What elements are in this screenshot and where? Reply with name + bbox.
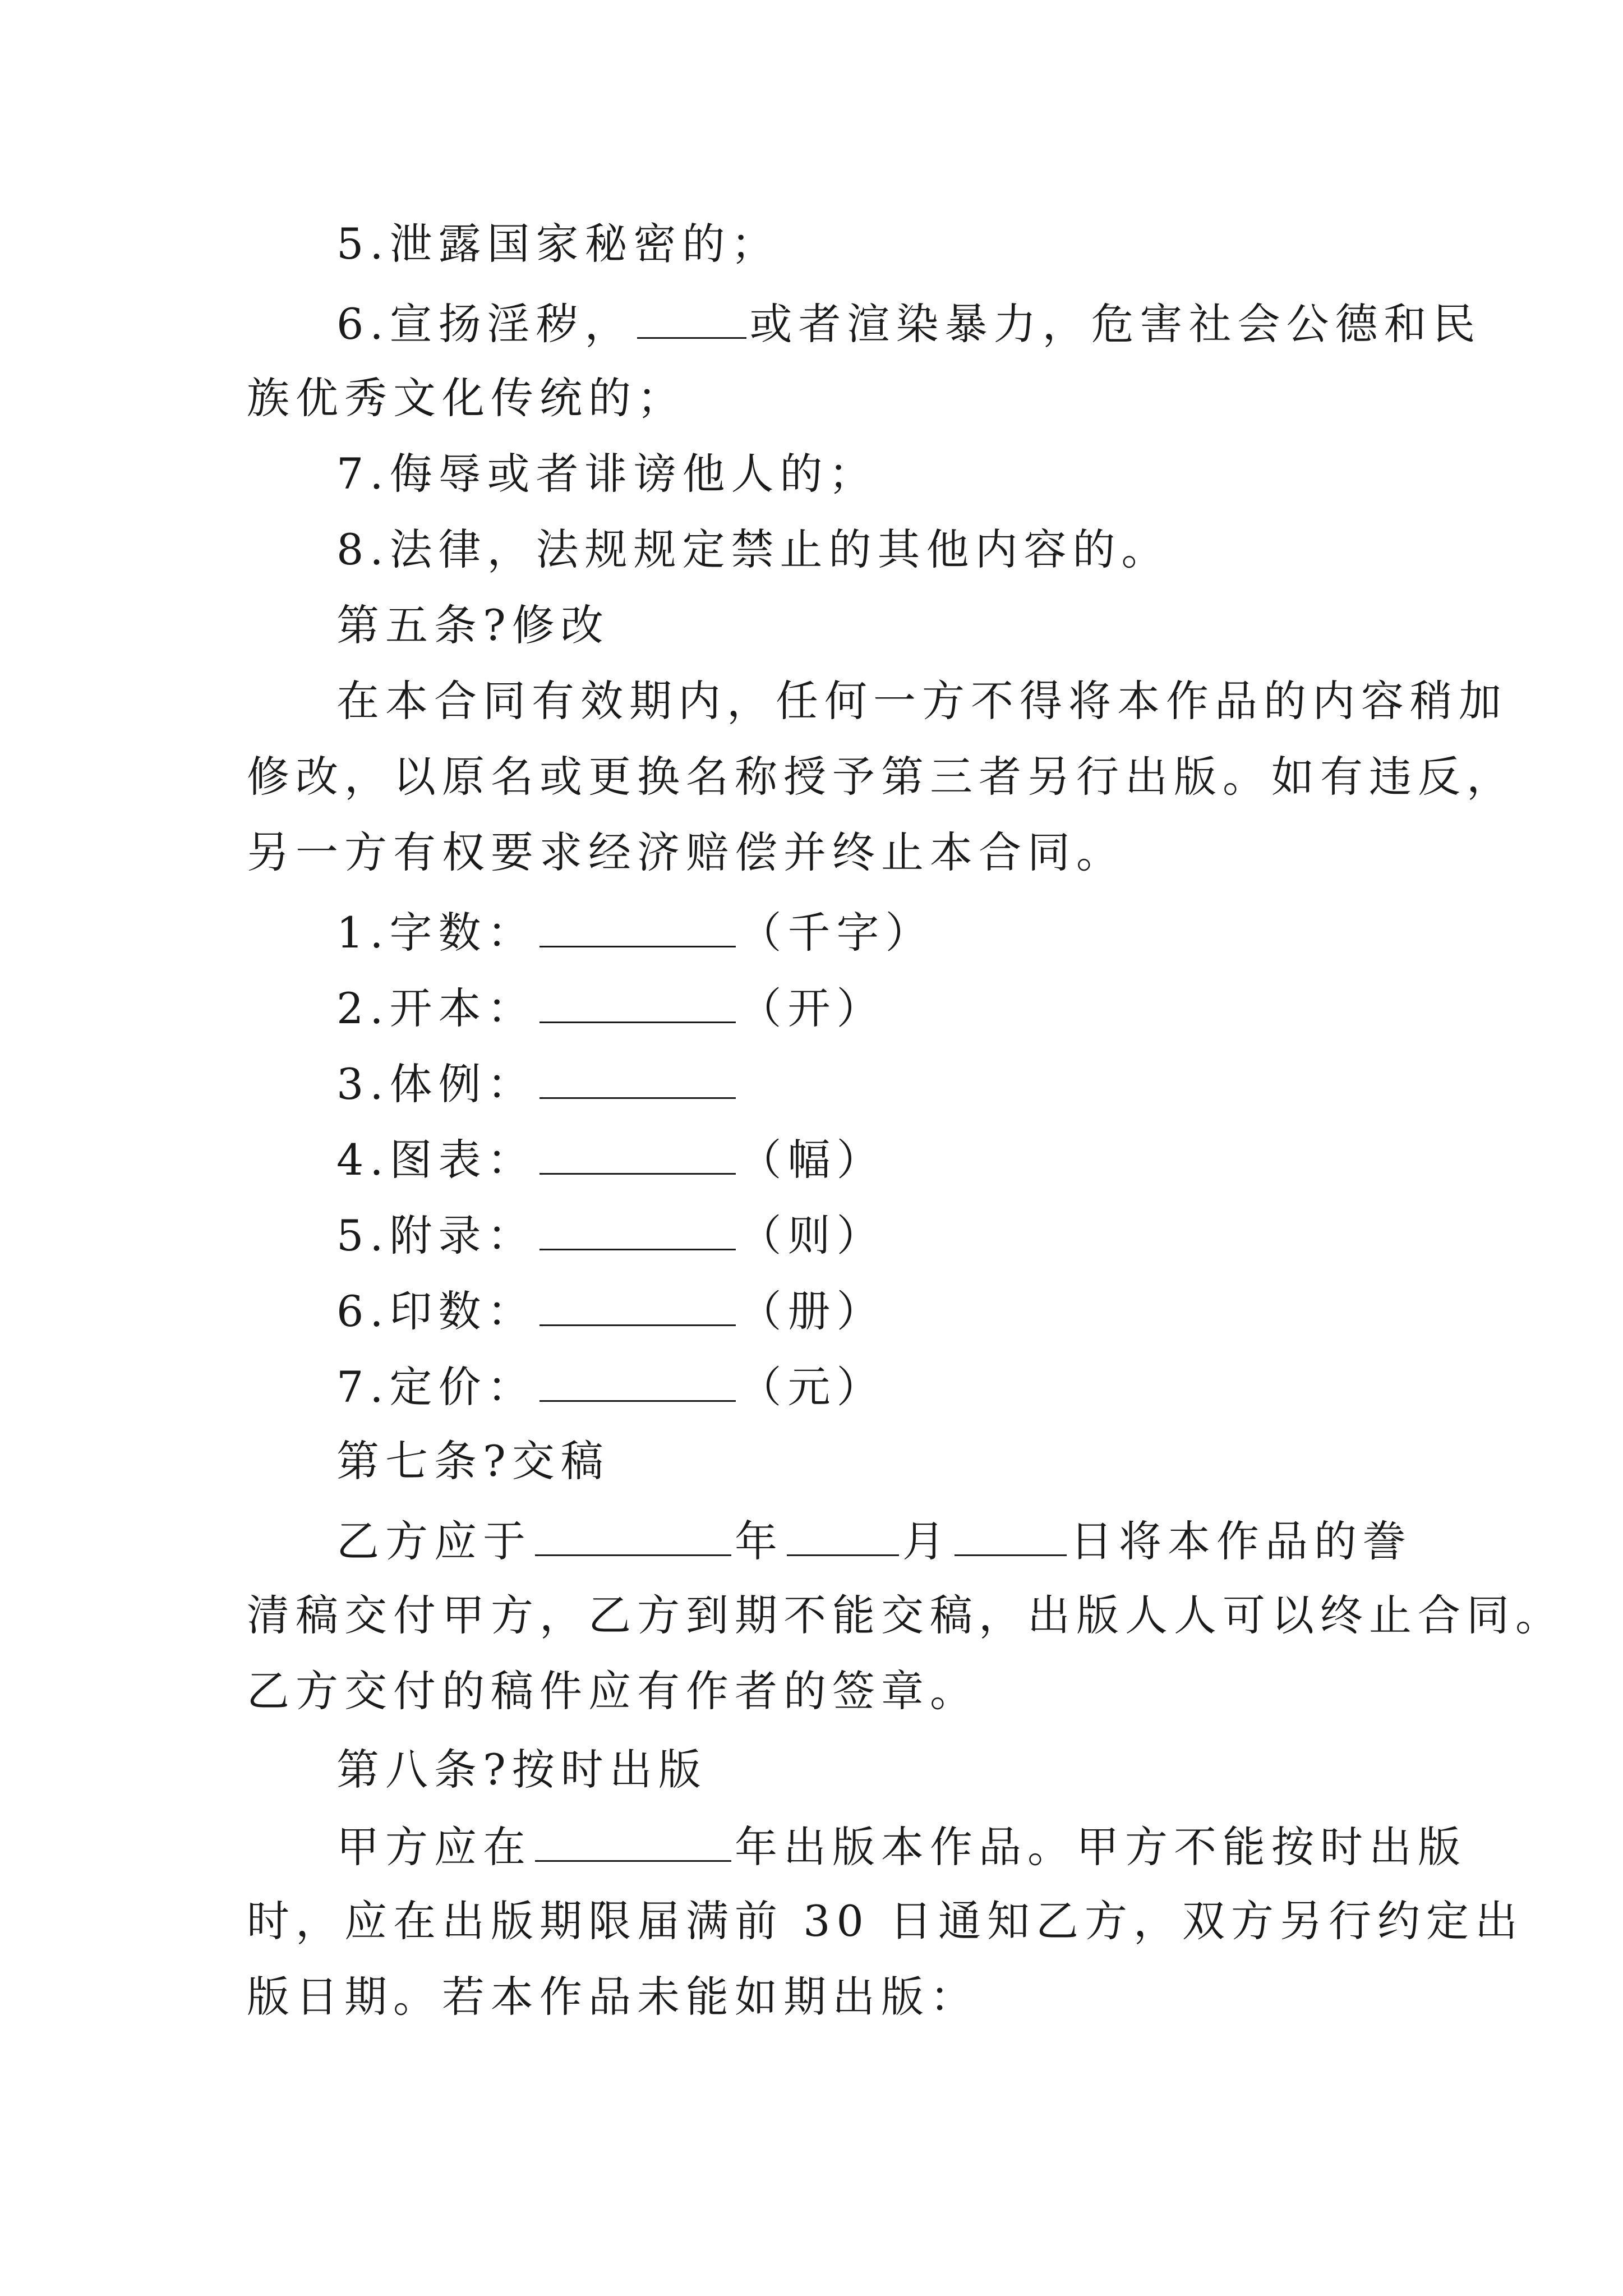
paragraph-text: 清稿交付甲方，乙方到期不能交稿，出版人人可以终止合同。 <box>247 1590 1564 1640</box>
clause-text: 5.泄露国家秘密的； <box>336 219 780 269</box>
spec-item-word-count <box>336 903 934 959</box>
clause-text: 或者渲染暴力，危害社会公德和民 <box>749 299 1482 349</box>
fill-in-blank[interactable] <box>540 903 736 947</box>
clause-item-6 <box>336 295 1482 351</box>
spec-unit: （开） <box>739 983 886 1033</box>
paragraph-text: 月 <box>902 1516 951 1566</box>
paragraph-text: 另一方有权要求经济赔偿并终止本合同。 <box>247 827 1125 877</box>
spec-label: 3.体例： <box>336 1059 536 1109</box>
article-title: 第七条?交稿 <box>336 1436 610 1486</box>
spec-unit: （册） <box>739 1286 886 1336</box>
spec-item-appendix <box>336 1206 886 1262</box>
spec-item-price <box>336 1358 886 1414</box>
paragraph-line <box>247 1969 979 2025</box>
paragraph-line <box>247 749 1515 805</box>
paragraph-text: 年 <box>735 1516 783 1566</box>
paragraph-line <box>247 1663 979 1719</box>
spec-label: 6.印数： <box>336 1286 536 1336</box>
spec-label: 1.字数： <box>336 908 536 958</box>
spec-label: 5.附录： <box>336 1211 536 1260</box>
paragraph-text: 乙方交付的稿件应有作者的签章。 <box>247 1666 979 1716</box>
clause-text: 7.侮辱或者诽谤他人的； <box>336 449 878 499</box>
spec-unit: （幅） <box>739 1135 886 1185</box>
spec-label: 2.开本： <box>336 983 536 1033</box>
fill-in-blank[interactable] <box>540 1358 736 1402</box>
paragraph-text: 版日期。若本作品未能如期出版： <box>247 1972 979 2022</box>
fill-in-blank[interactable] <box>540 1282 736 1326</box>
paragraph-line <box>247 1893 1524 1949</box>
paragraph-text: 修改，以原名或更换名称授予第三者另行出版。如有违反， <box>247 752 1515 802</box>
article-heading-8 <box>336 1742 707 1798</box>
article-title: 第五条?修改 <box>336 600 610 650</box>
spec-unit: （千字） <box>739 908 934 958</box>
clause-text: 8.法律，法规规定禁止的其他内容的。 <box>336 524 1170 574</box>
paragraph-text: 乙方应于 <box>336 1516 532 1566</box>
paragraph-text: 在本合同有效期内，任何一方不得将本作品的内容稍加 <box>336 676 1507 726</box>
fill-in-blank[interactable] <box>637 295 746 339</box>
spec-item-style <box>336 1055 739 1111</box>
spec-label: 4.图表： <box>336 1135 536 1185</box>
clause-text: 族优秀文化传统的； <box>247 373 686 423</box>
article-heading-7 <box>336 1433 610 1489</box>
spec-item-print-run <box>336 1282 886 1338</box>
paragraph-line <box>336 1818 1467 1874</box>
paragraph-line <box>336 1512 1412 1568</box>
paragraph-text: 日将本作品的誊 <box>1070 1516 1412 1566</box>
article-heading-5 <box>336 597 610 654</box>
fill-in-blank[interactable] <box>540 1055 736 1099</box>
paragraph-line <box>247 1588 1564 1644</box>
clause-item-7 <box>336 446 878 502</box>
spec-label: 7.定价： <box>336 1362 536 1412</box>
clause-item-8 <box>336 522 1170 578</box>
clause-item-6-continued <box>247 370 686 426</box>
paragraph-text: 时，应在出版期限届满前 30 日通知乙方，双方另行约定出 <box>247 1896 1524 1946</box>
fill-in-blank-day[interactable] <box>955 1512 1067 1556</box>
clause-text: 6.宣扬淫秽， <box>336 299 634 349</box>
fill-in-blank-year[interactable] <box>535 1512 731 1556</box>
spec-unit: （则） <box>739 1211 886 1260</box>
fill-in-blank[interactable] <box>540 1206 736 1250</box>
paragraph-text: 甲方应在 <box>336 1822 532 1872</box>
clause-item-5 <box>336 216 780 272</box>
spec-item-format <box>336 979 886 1035</box>
fill-in-blank[interactable] <box>540 1130 736 1175</box>
article-title: 第八条?按时出版 <box>336 1745 707 1795</box>
paragraph-text: 年出版本作品。甲方不能按时出版 <box>735 1822 1467 1872</box>
fill-in-blank-year[interactable] <box>535 1818 731 1862</box>
fill-in-blank[interactable] <box>540 979 736 1023</box>
paragraph-line <box>247 825 1125 881</box>
fill-in-blank-month[interactable] <box>787 1512 899 1556</box>
spec-unit: （元） <box>739 1362 886 1412</box>
spec-item-charts <box>336 1130 886 1186</box>
paragraph-line <box>336 673 1507 729</box>
